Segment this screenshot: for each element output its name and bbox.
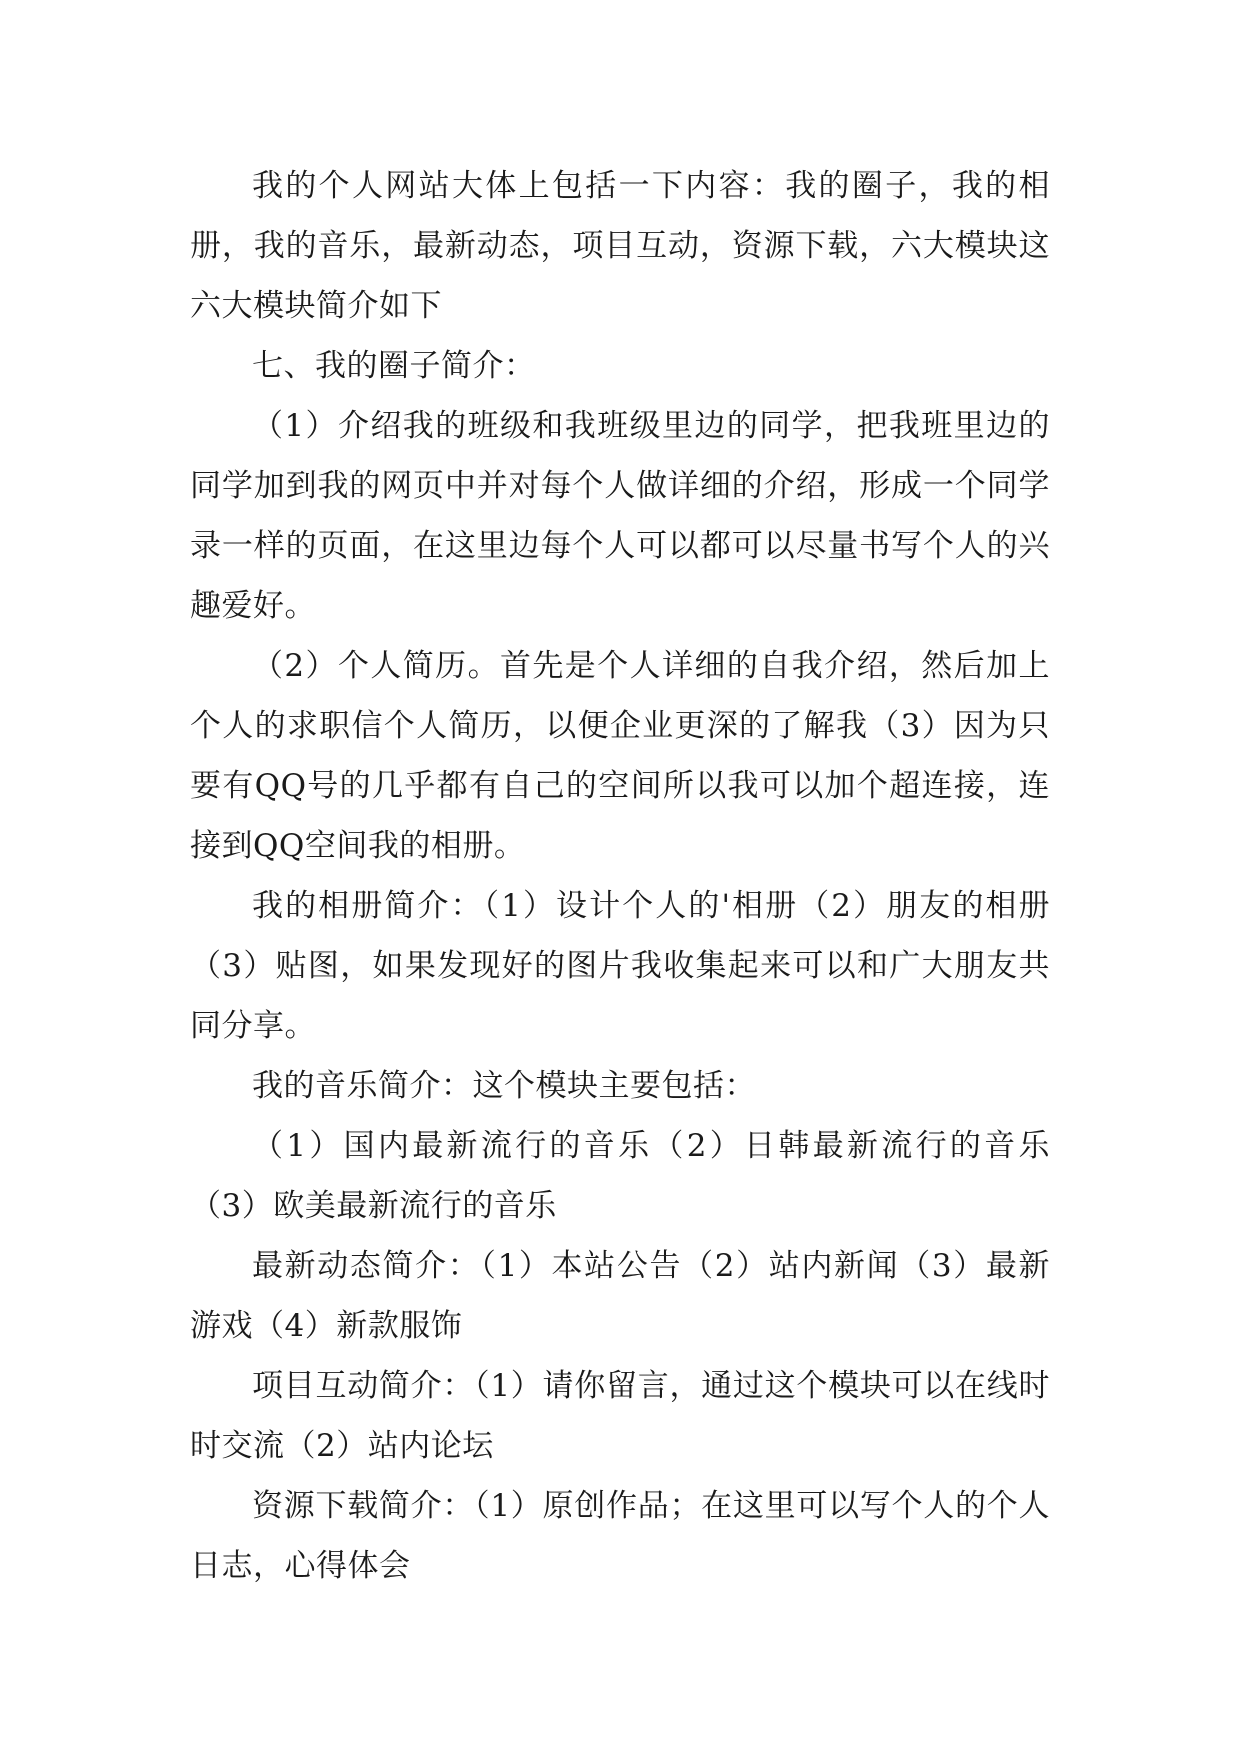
paragraph-intro: 我的个人网站大体上包括一下内容：我的圈子，我的相册，我的音乐，最新动态，项目互动，资源下载，六大模块这六大模块简介如下: [190, 168, 1050, 324]
paragraph-album-intro: 我的相册简介：（1）设计个人的'相册（2）朋友的相册（3）贴图，如果发现好的图片我收集起来可以和广大朋友共同分享。: [190, 888, 1050, 1044]
document-body: [190, 156, 1050, 1596]
paragraph-download-intro: 资源下载简介：（1）原创作品；在这里可以写个人的个人日志，心得体会: [190, 1488, 1050, 1584]
paragraph-news-intro: 最新动态简介：（1）本站公告（2）站内新闻（3）最新游戏（4）新款服饰: [190, 1248, 1050, 1344]
paragraph-interaction-intro: 项目互动简介：（1）请你留言，通过这个模块可以在线时时交流（2）站内论坛: [190, 1368, 1050, 1464]
paragraph-music-intro: 我的音乐简介：这个模块主要包括：: [252, 1068, 756, 1104]
paragraph-circle-item-2: （2）个人简历。首先是个人详细的自我介绍，然后加上个人的求职信个人简历，以便企业更深的了解我（3）因为只要有QQ号的几乎都有自己的空间所以我可以加个超连接，连接到QQ空间我的相册。: [190, 648, 1050, 864]
paragraph-section-heading: 七、我的圈子简介：: [252, 348, 536, 384]
paragraph-circle-item-1: （1）介绍我的班级和我班级里边的同学，把我班里边的同学加到我的网页中并对每个人做详细的介绍，形成一个同学录一样的页面，在这里边每个人可以都可以尽量书写个人的兴趣爱好。: [190, 408, 1050, 624]
paragraph-music-items: （1）国内最新流行的音乐（2）日韩最新流行的音乐（3）欧美最新流行的音乐: [190, 1128, 1050, 1224]
